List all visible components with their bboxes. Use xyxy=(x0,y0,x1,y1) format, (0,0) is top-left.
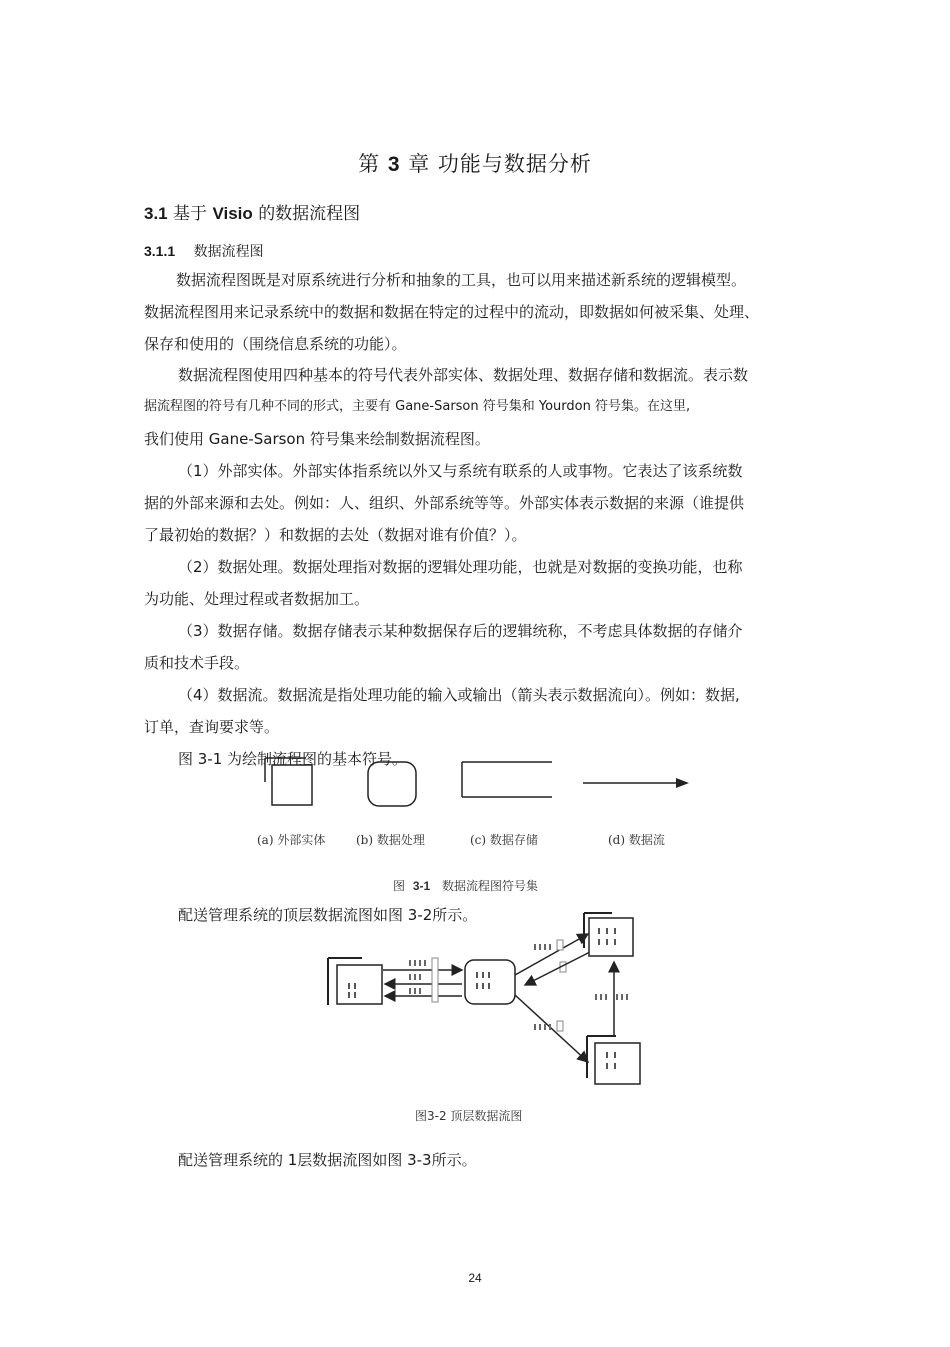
text-line: 订单，查询要求等。 xyxy=(144,718,280,736)
text-line: （1）外部实体。外部实体指系统以外又与系统有联系的人或事物。它表达了该系统数 xyxy=(178,462,743,480)
text-line: 数据流程图使用四种基本的符号代表外部实体、数据处理、数据存储和数据流。表示数 xyxy=(178,366,749,384)
caption-prefix: 图 xyxy=(393,879,406,893)
paragraph-8: 配送管理系统的顶层数据流图如图 3-2所示。 xyxy=(178,906,478,924)
caption-text: 数据流程图符号集 xyxy=(442,879,539,893)
label-data-store: (c) 数据存储 xyxy=(470,833,538,847)
text-line: （2）数据处理。数据处理指对数据的逻辑处理功能，也就是对数据的变换功能，也称 xyxy=(178,558,743,576)
text-line: 保存和使用的（围绕信息系统的功能）。 xyxy=(144,335,407,353)
chapter-prefix: 第 xyxy=(358,152,381,176)
section-visio: Visio xyxy=(212,204,253,223)
subsection-title: 数据流程图 xyxy=(193,244,264,260)
text-line: 数据流程图既是对原系统进行分析和抽象的工具，也可以用来描述新系统的逻辑模型。 xyxy=(176,271,747,289)
caption-number: 3-1 xyxy=(412,879,431,893)
text-line: （3）数据存储。数据存储表示某种数据保存后的逻辑统称，不考虑具体数据的存储介 xyxy=(178,622,743,640)
top-right-entity xyxy=(584,913,633,956)
text-line: 质和技术手段。 xyxy=(144,654,250,672)
text-line: （4）数据流。数据流是指处理功能的输入或输出（箭头表示数据流向）。例如：数据, xyxy=(178,686,740,704)
text-line: 据的外部来源和去处。例如：人、组织、外部系统等等。外部实体表示数据的来源（谁提供 xyxy=(144,494,745,512)
paragraph-7: 图 3-1 为绘制流程图的基本符号。 xyxy=(178,750,408,768)
chapter-suffix: 章 功能与数据分析 xyxy=(408,152,592,176)
text-line: 我们使用 Gane-Sarson 符号集来绘制数据流程图。 xyxy=(144,430,490,448)
text-line: 数据流程图用来记录系统中的数据和数据在特定的过程中的流动，即数据如何被采集、处理、 xyxy=(144,303,760,321)
figure-3-2-caption: 图3-2 顶层数据流图 xyxy=(415,1109,523,1123)
label-data-process: (b) 数据处理 xyxy=(356,833,425,847)
text-line: 据流程图的符号有几种不同的形式，主要有 Gane-Sarson 符号集和 Yourdon 符号集。在这里, xyxy=(144,399,691,414)
text-line: 为功能、处理过程或者数据加工。 xyxy=(144,590,370,608)
chapter-number: 3 xyxy=(387,153,401,176)
page-number: 24 xyxy=(468,1271,482,1285)
central-process xyxy=(465,960,515,1004)
section-number: 3.1 xyxy=(144,204,168,223)
subsection-number: 3.1.1 xyxy=(144,243,176,259)
label-data-flow: (d) 数据流 xyxy=(608,833,665,847)
bottom-right-entity xyxy=(587,1036,640,1084)
section-title: 基于 xyxy=(173,204,208,224)
label-external-entity: (a) 外部实体 xyxy=(257,833,326,847)
left-entity xyxy=(328,958,382,1005)
paragraph-9: 配送管理系统的 1层数据流图如图 3-3所示。 xyxy=(178,1151,477,1169)
text-line: 了最初始的数据？）和数据的去处（数据对谁有价值？）。 xyxy=(144,526,527,544)
section-title-rest: 的数据流程图 xyxy=(258,204,361,224)
